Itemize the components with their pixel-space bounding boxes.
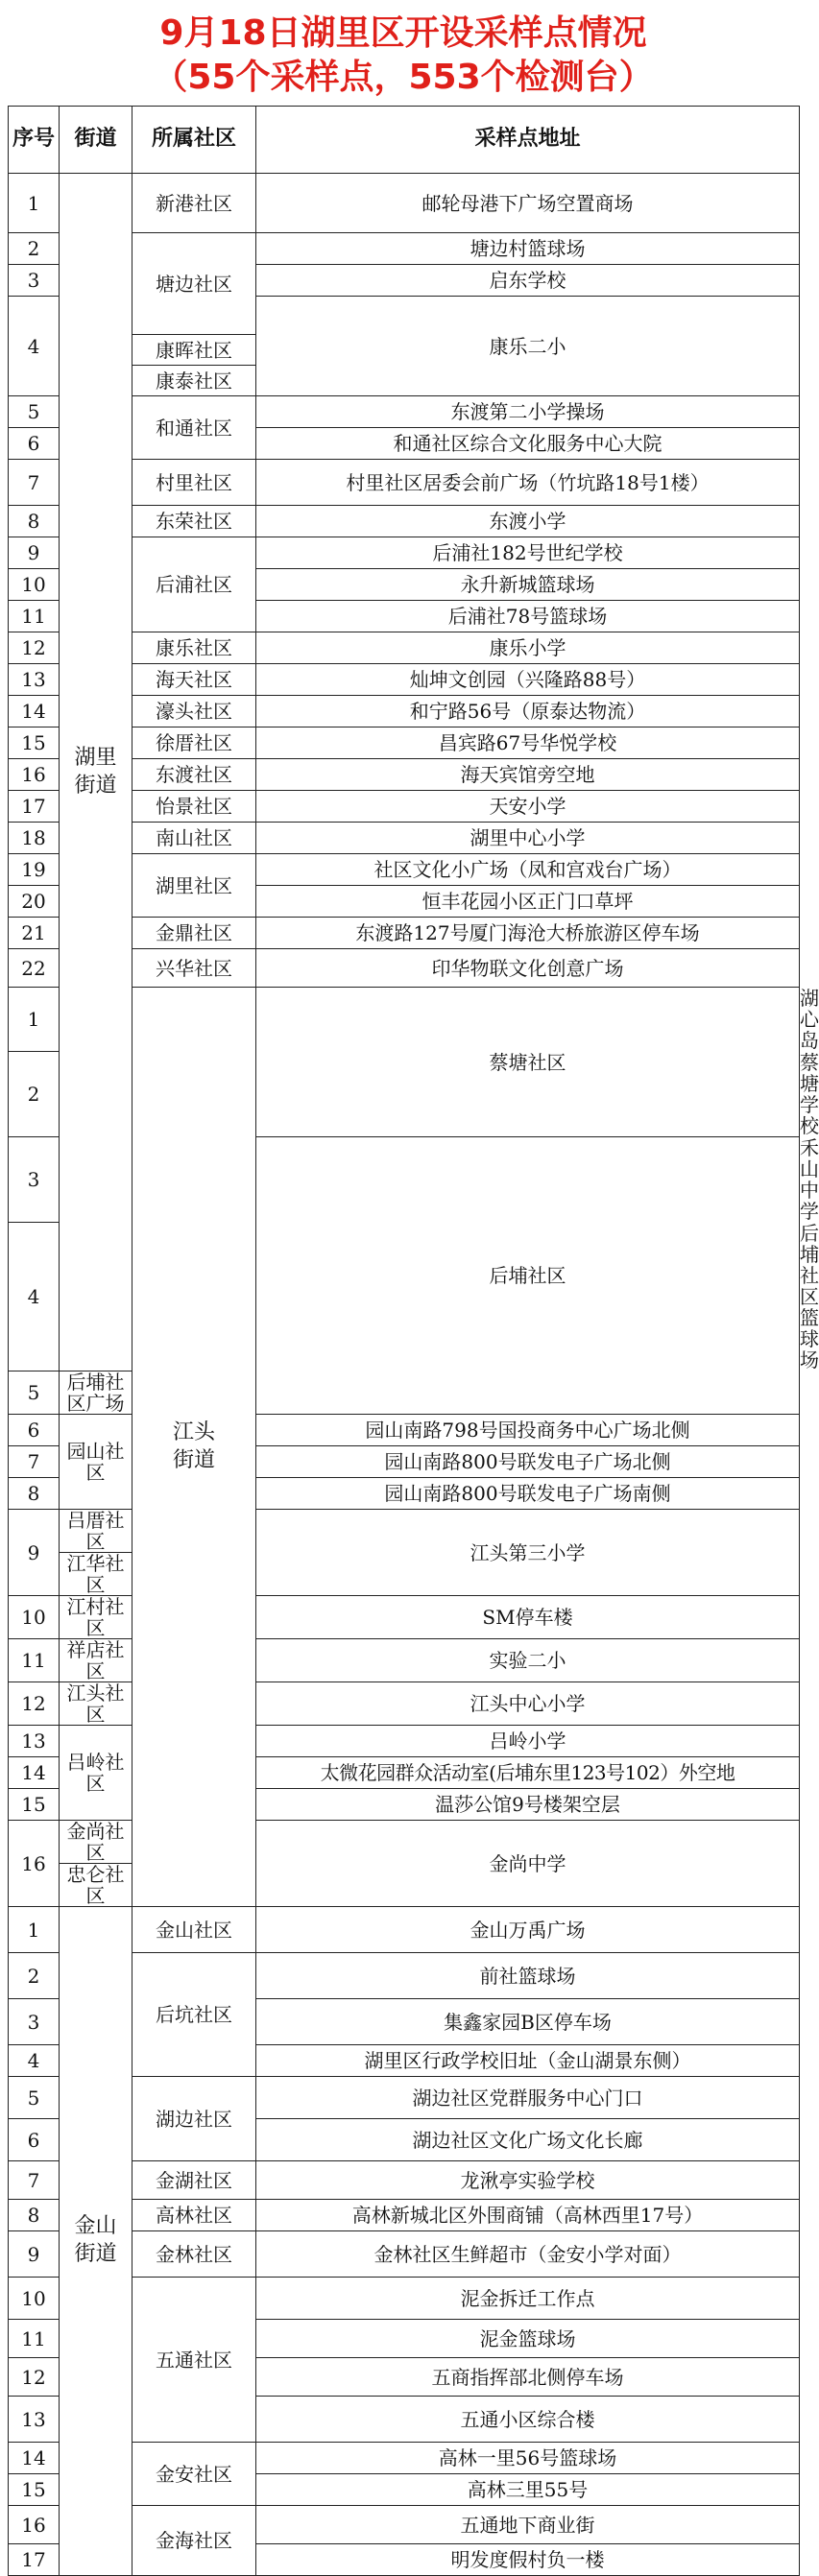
row-address: 泥金拆迁工作点 [256,2278,800,2320]
row-community: 新港社区 [132,174,256,233]
table-row: 2 蔡塘学校 [9,1052,800,1137]
street-huli: 湖里 街道 [60,174,132,1371]
row-address: 印华物联文化创意广场 [256,949,800,988]
row-community: 兴华社区 [132,949,256,988]
header-no: 序号 [9,107,60,174]
row-no: 1 [9,1907,60,1953]
row-no: 10 [9,2278,60,2320]
row-community: 高林社区 [132,2200,256,2231]
row-no: 3 [9,1999,60,2045]
row-address: 泥金篮球场 [256,2320,800,2358]
row-community: 蔡塘社区 [256,988,800,1137]
table-row [9,1821,800,1864]
row-community: 园山社区 [60,1415,132,1510]
row-address: 海天宾馆旁空地 [256,759,800,791]
row-no: 7 [9,460,60,506]
row-no: 15 [9,727,60,759]
table-row [9,1726,800,1757]
row-address: 恒丰花园小区正门口草坪 [256,886,800,918]
row-no: 16 [9,1821,60,1907]
header-street: 街道 [60,107,132,174]
row-community: 江头社区 [60,1682,132,1726]
row-community: 吕厝社区 [60,1510,132,1553]
row-no: 6 [9,1415,60,1446]
row-community: 金海社区 [132,2506,256,2576]
row-no: 17 [9,791,60,823]
table-row [9,1510,800,1553]
row-address: 园山南路800号联发电子广场北侧 [256,1446,800,1478]
row-no: 11 [9,601,60,632]
row-no: 22 [9,949,60,988]
row-no: 14 [9,696,60,727]
row-community: 金湖社区 [132,2161,256,2200]
header-address: 采样点地址 [256,107,800,174]
page-title [0,0,807,106]
row-community: 湖里社区 [132,854,256,918]
row-community: 塘边社区 [132,233,256,335]
row-address: 江头第三小学 [256,1510,800,1596]
row-address: 湖里中心小学 [256,823,800,854]
row-address: 五通小区综合楼 [256,2397,800,2443]
row-community: 海天社区 [132,664,256,696]
row-address: 金林社区生鲜超市（金安小学对面） [256,2231,800,2278]
row-no: 4 [9,2045,60,2077]
row-address: 和通社区综合文化服务中心大院 [256,428,800,460]
row-community: 康乐社区 [132,632,256,664]
row-address: 吕岭小学 [256,1726,800,1757]
row-no: 11 [9,1639,60,1682]
row-address: 永升新城篮球场 [256,569,800,601]
row-address: 天安小学 [256,791,800,823]
row-address: 后浦社182号世纪学校 [256,537,800,569]
table-header-row [9,107,800,174]
row-address: 前社篮球场 [256,1953,800,1999]
row-community: 江村社区 [60,1596,132,1639]
row-no: 17 [9,2544,60,2576]
row-address: 邮轮母港下广场空置商场 [256,174,800,233]
row-address: 灿坤文创园（兴隆路88号） [256,664,800,696]
row-address: 湖边社区党群服务中心门口 [256,2077,800,2119]
row-no: 5 [9,396,60,428]
row-no: 1 [9,988,60,1052]
row-community: 五通社区 [132,2278,256,2443]
row-address: 湖里区行政学校旧址（金山湖景东侧） [256,2045,800,2077]
row-community: 江华社区 [60,1553,132,1596]
row-no: 3 [9,265,60,297]
row-no: 12 [9,2358,60,2397]
row-no: 8 [9,1478,60,1510]
row-no: 9 [9,2231,60,2278]
row-community: 和通社区 [132,396,256,460]
row-no: 16 [9,759,60,791]
row-address: SM停车楼 [256,1596,800,1639]
row-address: 园山南路798号国投商务中心广场北侧 [256,1415,800,1446]
row-community: 祥店社区 [60,1639,132,1682]
row-no: 8 [9,2200,60,2231]
title-line-1: 9月18日湖里区开设采样点情况 [159,13,647,53]
row-no: 14 [9,1757,60,1789]
row-community: 金鼎社区 [132,918,256,949]
row-address: 太微花园群众活动室(后埔东里123号102）外空地 [256,1757,800,1789]
row-no: 18 [9,823,60,854]
row-no: 5 [9,2077,60,2119]
row-no: 16 [9,2506,60,2544]
row-no: 5 [9,1371,60,1415]
table-row: 3 后埔社区 禾山中学 [9,1137,800,1223]
row-address: 五商指挥部北侧停车场 [256,2358,800,2397]
street-jinshan: 金山 街道 [60,1907,132,2576]
row-community: 金山社区 [132,1907,256,1953]
row-address: 昌宾路67号华悦学校 [256,727,800,759]
row-address: 集鑫家园B区停车场 [256,1999,800,2045]
row-address: 村里社区居委会前广场（竹坑路18号1楼） [256,460,800,506]
row-no: 9 [9,537,60,569]
row-no: 7 [9,2161,60,2200]
row-address: 明发度假村负一楼 [256,2544,800,2576]
row-no: 10 [9,569,60,601]
row-no: 15 [9,2474,60,2506]
row-no: 11 [9,2320,60,2358]
row-address: 园山南路800号联发电子广场南侧 [256,1478,800,1510]
row-address: 东渡路127号厦门海沧大桥旅游区停车场 [256,918,800,949]
row-community: 金林社区 [132,2231,256,2278]
sampling-sites-table [8,106,819,2576]
row-address: 启东学校 [256,265,800,297]
table-row [9,1639,800,1682]
table-row: 4 后埔社区篮球场 [9,1223,800,1371]
row-address: 康乐小学 [256,632,800,664]
row-community: 徐厝社区 [132,727,256,759]
row-no: 12 [9,1682,60,1726]
row-no: 6 [9,428,60,460]
row-no: 2 [9,1953,60,1999]
row-community: 怡景社区 [132,791,256,823]
row-no: 2 [9,233,60,265]
row-no: 2 [9,1052,60,1137]
table-row [9,1907,800,1953]
row-address: 社区文化小广场（凤和宫戏台广场） [256,854,800,886]
row-address: 实验二小 [256,1639,800,1682]
row-address: 金山万禹广场 [256,1907,800,1953]
row-community: 东荣社区 [132,506,256,537]
row-community: 后坑社区 [132,1953,256,2077]
row-no: 4 [9,297,60,396]
row-address: 高林三里55号 [256,2474,800,2506]
row-community: 金尚社区 [60,1821,132,1864]
row-community: 吕岭社区 [60,1726,132,1821]
row-address: 高林新城北区外围商铺（高林西里17号） [256,2200,800,2231]
row-no: 1 [9,174,60,233]
row-address: 温莎公馆9号楼架空层 [256,1789,800,1821]
row-community: 金安社区 [132,2443,256,2506]
row-community: 村里社区 [132,460,256,506]
row-address: 金尚中学 [256,1821,800,1907]
row-no: 13 [9,1726,60,1757]
row-no: 7 [9,1446,60,1478]
row-address: 江头中心小学 [256,1682,800,1726]
row-no: 3 [9,1137,60,1223]
table-row [9,1415,800,1446]
row-community: 康晖社区 [132,335,256,366]
row-no: 6 [9,2119,60,2161]
row-address: 康乐二小 [256,297,800,396]
street-jiangtou: 江头 街道 [132,988,256,1907]
row-no: 4 [9,1223,60,1371]
row-no: 14 [9,2443,60,2474]
row-community: 湖边社区 [132,2077,256,2161]
header-community: 所属社区 [132,107,256,174]
row-no: 13 [9,2397,60,2443]
row-community: 后埔社区 [256,1137,800,1415]
row-no: 19 [9,854,60,886]
row-no: 13 [9,664,60,696]
row-no: 10 [9,1596,60,1639]
row-address: 后埔社区广场 [60,1371,132,1415]
row-address: 塘边村篮球场 [256,233,800,265]
row-no: 12 [9,632,60,664]
table-row: 1 江头 街道 蔡塘社区 湖心岛 [9,988,800,1052]
row-community: 南山社区 [132,823,256,854]
row-no: 9 [9,1510,60,1596]
title-line-2: （55个采样点，553个检测台） [153,58,654,97]
row-address: 和宁路56号（原泰达物流） [256,696,800,727]
row-community: 后浦社区 [132,537,256,632]
table-row [9,174,800,233]
row-address: 龙湫亭实验学校 [256,2161,800,2200]
row-address: 高林一里56号篮球场 [256,2443,800,2474]
row-community: 濠头社区 [132,696,256,727]
row-address: 五通地下商业街 [256,2506,800,2544]
row-address: 湖边社区文化广场文化长廊 [256,2119,800,2161]
row-community: 东渡社区 [132,759,256,791]
row-community: 忠仑社区 [60,1864,132,1907]
row-address: 后浦社78号篮球场 [256,601,800,632]
table-row [9,1682,800,1726]
row-no: 20 [9,886,60,918]
row-no: 8 [9,506,60,537]
row-community: 康泰社区 [132,366,256,396]
row-no: 15 [9,1789,60,1821]
row-no: 21 [9,918,60,949]
row-address: 东渡小学 [256,506,800,537]
row-address: 东渡第二小学操场 [256,396,800,428]
table-row [9,1596,800,1639]
